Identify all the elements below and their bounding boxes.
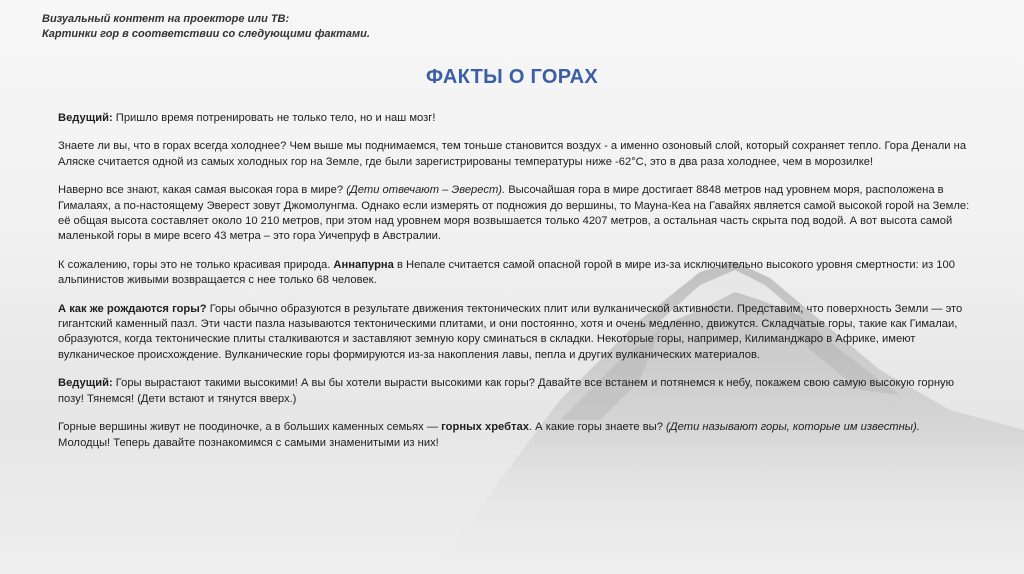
paragraph-text: К сожалению, горы это не только красивая природа. xyxy=(58,258,334,271)
paragraph-text: Знаете ли вы, что в горах всегда холоднее? Чем выше мы поднимаемся, тем тоньше становится воздух - а именно озоновый слой, который сохраняет тепло. Гора Денали на Аляске считается одной из самых холодных гор на Земле, где были зарегистрированы температуры ниже -62°C, это в два раза холоднее, чем в морозилке! xyxy=(58,140,967,168)
host-label: Ведущий: xyxy=(58,377,113,390)
paragraph-text: Пришло время потренировать не только тело, но и наш мозг! xyxy=(112,112,436,124)
paragraph-cold xyxy=(58,139,970,170)
annapurna-label: Аннапурна xyxy=(333,258,394,271)
paragraph-host-exercise xyxy=(58,376,970,407)
paragraph-highest xyxy=(58,183,970,245)
paragraph-text: . А какие горы знаете вы? xyxy=(528,421,667,434)
paragraph-text: Молодцы! Теперь давайте познакомимся с самыми знаменитыми из них! xyxy=(58,436,439,449)
formation-question: А как же рождаются горы? xyxy=(58,302,207,315)
paragraph-text: Горы обычно образуются в результате движения тектонических плит или вулканической активности. Представим, что поверхность Земли — это гигантский каменный пазл. Эти части пазла называются тектоническими плитами, и они постоянно, хотя и очень медленно, движутся. Складчатые горы, такие как Гималаи, образуются, когда тектонические плиты сталкиваются и заставляют земную кору сминаться в складки. Некоторые горы, например, Килиманджаро в Африке, имеют вулканическое происхождение. Вулканические горы формируются из-за накопления лавы, пепла и других вулканических материалов. xyxy=(58,302,963,361)
host-label: Ведущий: xyxy=(58,112,113,124)
ranges-label: горных хребтах xyxy=(441,421,529,434)
note-line-1: Визуальный контент на проекторе или ТВ: xyxy=(42,13,290,25)
paragraph-host-intro xyxy=(58,111,970,126)
note-line-2: Картинки гор в соответствии со следующими фактами. xyxy=(42,28,370,40)
paragraph-dangerous xyxy=(58,258,970,289)
paragraph-text: в Непале считается самой опасной горой в мире из-за исключительно высокого уровня смертности: из 100 альпинистов живыми возвращается с нее только 68 человек. xyxy=(58,258,955,287)
projector-note xyxy=(42,12,370,42)
paragraph-formation xyxy=(58,302,970,364)
paragraph-text: Горы вырастают такими высокими! А вы бы хотели вырасти высокими как горы? Давайте все встанем и потянемся к небу, покажем свою самую высокую горную позу! Тянемся! (Дети встают и тянутся вверх.) xyxy=(58,377,955,405)
paragraph-text: Высочайшая гора в мире достигает 8848 метров над уровнем моря, расположена в Гималаях, а по-настоящему Эверест зовут Джомолунгма. Однако если измерять от подножия до вершины, то Мауна-Кеа на Гавайях является самой высокой горой на Земле: её общая высота составляет около 10 210 метров, при этом над уровнем моря возвышается только 4207 метров, а остальная часть скрыта под водой. А вот высота самой маленькой горы в мире всего 43 метра – это гора Уичепруф в Австралии. xyxy=(58,184,970,243)
children-answer: (Дети называют горы, которые им известны). xyxy=(666,421,920,434)
facts-body xyxy=(58,111,970,464)
paragraph-text: Наверно все знают, какая самая высокая гора в мире? xyxy=(58,184,347,197)
page-title: ФАКТЫ О ГОРАХ xyxy=(425,66,599,88)
paragraph-text: Горные вершины живут не поодиночке, а в больших каменных семьях — xyxy=(58,421,442,434)
paragraph-ranges xyxy=(58,420,970,451)
children-answer: (Дети отвечают – Эверест). xyxy=(346,184,506,197)
